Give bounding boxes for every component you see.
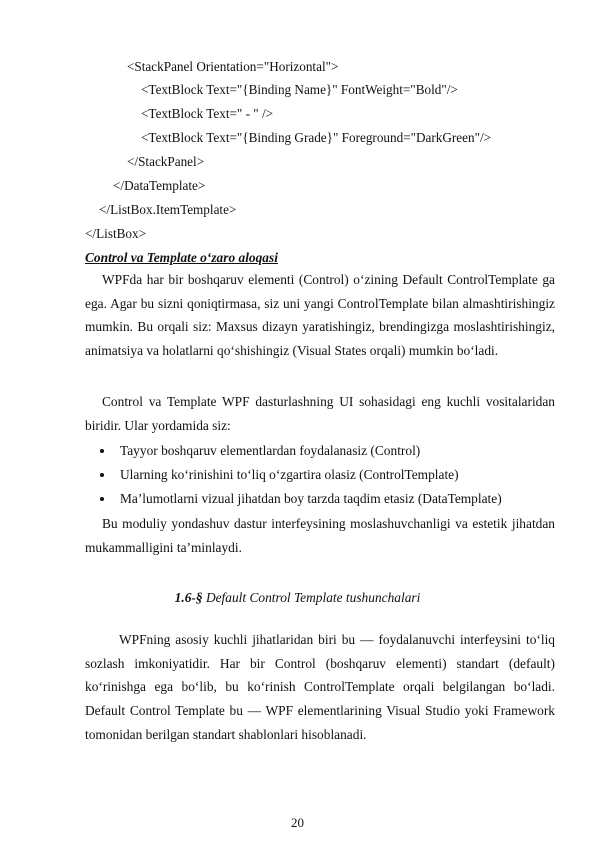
bullet-icon [100,449,104,453]
bullet-icon [100,497,104,501]
code-line: </StackPanel> [127,154,205,169]
list-item-text: Tayyor boshqaruv elementlardan foydalanasiz (Control) [120,443,421,458]
paragraph: Bu moduliy yondashuv dastur interfeysining moslashuvchanligi va estetik jihatdan mukammalligini ta’minlaydi. [85,516,555,555]
code-line: </ListBox.ItemTemplate> [99,202,237,217]
subsection-heading: Control va Template o‘zaro aloqasi [85,250,278,265]
code-line: <TextBlock Text="{Binding Name}" FontWeight="Bold"/> [141,82,458,97]
list-item-text: Ma’lumotlarni vizual jihatdan boy tarzda taqdim etasiz (DataTemplate) [120,491,502,506]
paragraph: WPFda har bir boshqaruv elementi (Control) o‘zining Default ControlTemplate ga ega. Agar bu sizni qoniqtirmasa, siz uni yangi ControlTemplate bilan almashtirishingiz mumkin. Bu orqali siz: Maxsus dizayn yaratishingiz, brendingizga moslashtirishingiz, animatsiya va holatlarni qo‘shishingiz (Visual States orqali) mumkin bo‘ladi. [85,272,555,359]
code-line: <StackPanel Orientation="Horizontal"> [127,59,339,74]
paragraph: WPFning asosiy kuchli jihatlaridan biri bu — foydalanuvchi interfeysini to‘liq sozlash imkoniyatidir. Har bir Control (boshqaruv elementi) standart (default) ko‘rinishga ega bo‘lib, bu ko‘rinish ControlTemplate orqali belgilangan bo‘ladi. Default Control Template bu — WPF elementlarining Visual Studio yoki Framework tomonidan berilgan standart shablonlari hisoblanadi. [85,632,555,742]
page-number: 20 [291,815,304,830]
code-line: <TextBlock Text=" - " /> [141,106,274,121]
section-title-text: Default Control Template tushunchalari [205,590,421,605]
section-title [0,590,595,606]
code-line: </DataTemplate> [113,178,206,193]
code-line: <TextBlock Text="{Binding Grade}" Foreground="DarkGreen"/> [141,130,492,145]
section-number: 1.6-§ [174,590,203,605]
bullet-icon [100,473,104,477]
paragraph: Control va Template WPF dasturlashning UI sohasidagi eng kuchli vositalaridan biridir. Ular yordamida siz: [85,394,555,433]
code-line: </ListBox> [85,226,147,241]
list-item-text: Ularning ko‘rinishini to‘liq o‘zgartira olasiz (ControlTemplate) [120,467,459,482]
